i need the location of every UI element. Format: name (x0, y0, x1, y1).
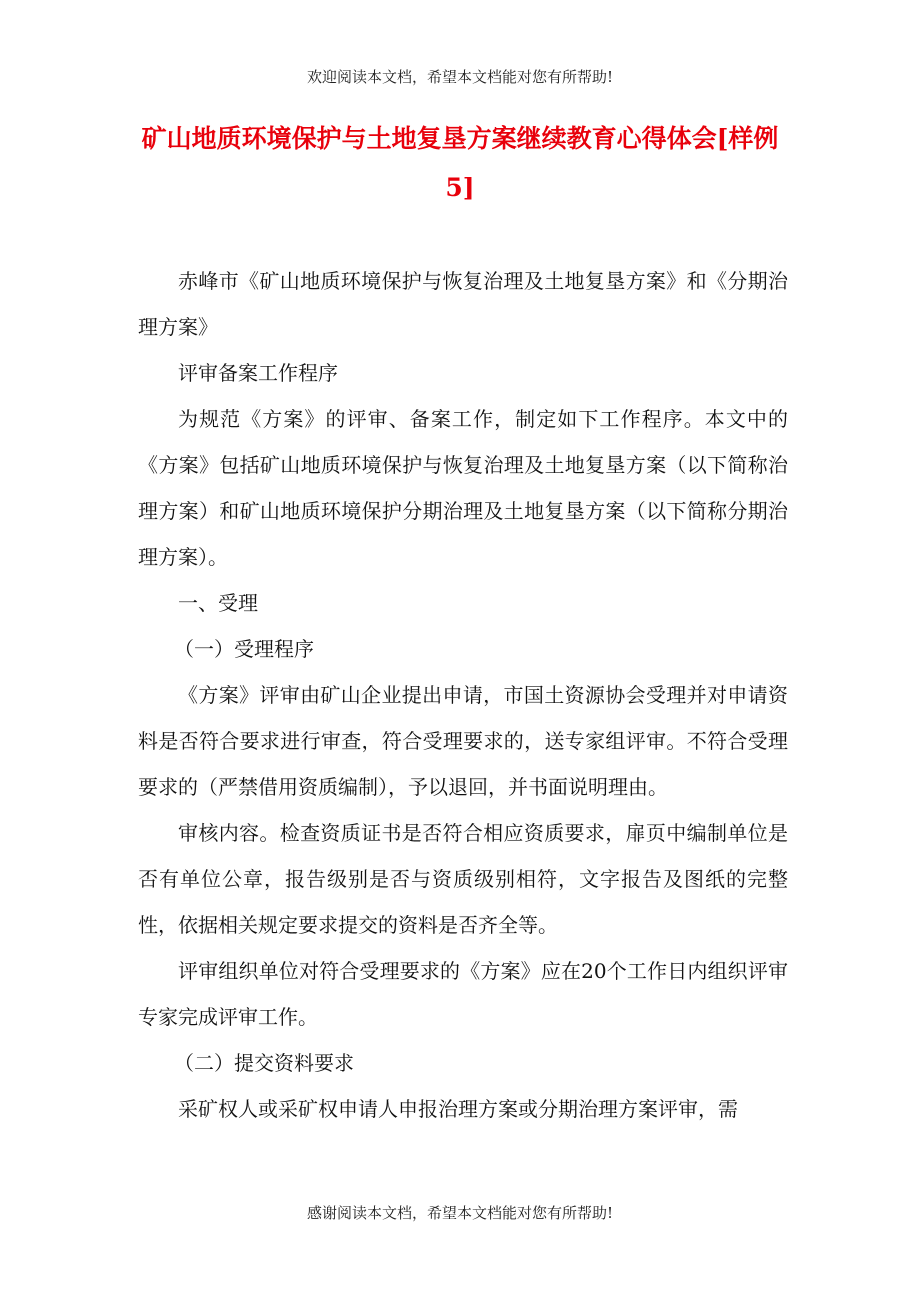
subsection-heading: （一）受理程序 (174, 637, 314, 661)
document-title: 矿山地质环境保护与土地复垦方案继续教育心得体会[样例5] (141, 124, 779, 202)
paragraph: 采矿权人或采矿权申请人申报治理方案或分期治理方案评审，需 (178, 1097, 738, 1121)
document-body (138, 258, 788, 1132)
footer-note: 感谢阅读本文档，希望本文档能对您有所帮助! (306, 1204, 614, 1222)
paragraph: 审核内容。检查资质证书是否符合相应资质要求，扉页中编制单位是否有单位公章，报告级别是否与资质级别相符，文字报告及图纸的完整性，依据相关规定要求提交的资料是否齐全等。 (138, 821, 788, 937)
subsection-heading: （二）提交资料要求 (174, 1051, 354, 1075)
paragraph: 《方案》评审由矿山企业提出申请，市国土资源协会受理并对申请资料是否符合要求进行审查，符合受理要求的，送专家组评审。不符合受理要求的（严禁借用资质编制），予以退回，并书面说明理由。 (138, 683, 788, 799)
paragraph: 为规范《方案》的评审、备案工作，制定如下工作程序。本文中的《方案》包括矿山地质环境保护与恢复治理及土地复垦方案（以下简称治理方案）和矿山地质环境保护分期治理及土地复垦方案（以下简称分期治理方案）。 (138, 407, 788, 569)
paragraph: 评审备案工作程序 (178, 361, 338, 385)
header-note: 欢迎阅读本文档，希望本文档能对您有所帮助! (306, 68, 614, 86)
section-heading: 一、受理 (178, 591, 258, 615)
paragraph: 评审组织单位对符合受理要求的《方案》应在20个工作日内组织评审专家完成评审工作。 (138, 959, 788, 1029)
paragraph: 赤峰市《矿山地质环境保护与恢复治理及土地复垦方案》和《分期治理方案》 (138, 269, 788, 339)
